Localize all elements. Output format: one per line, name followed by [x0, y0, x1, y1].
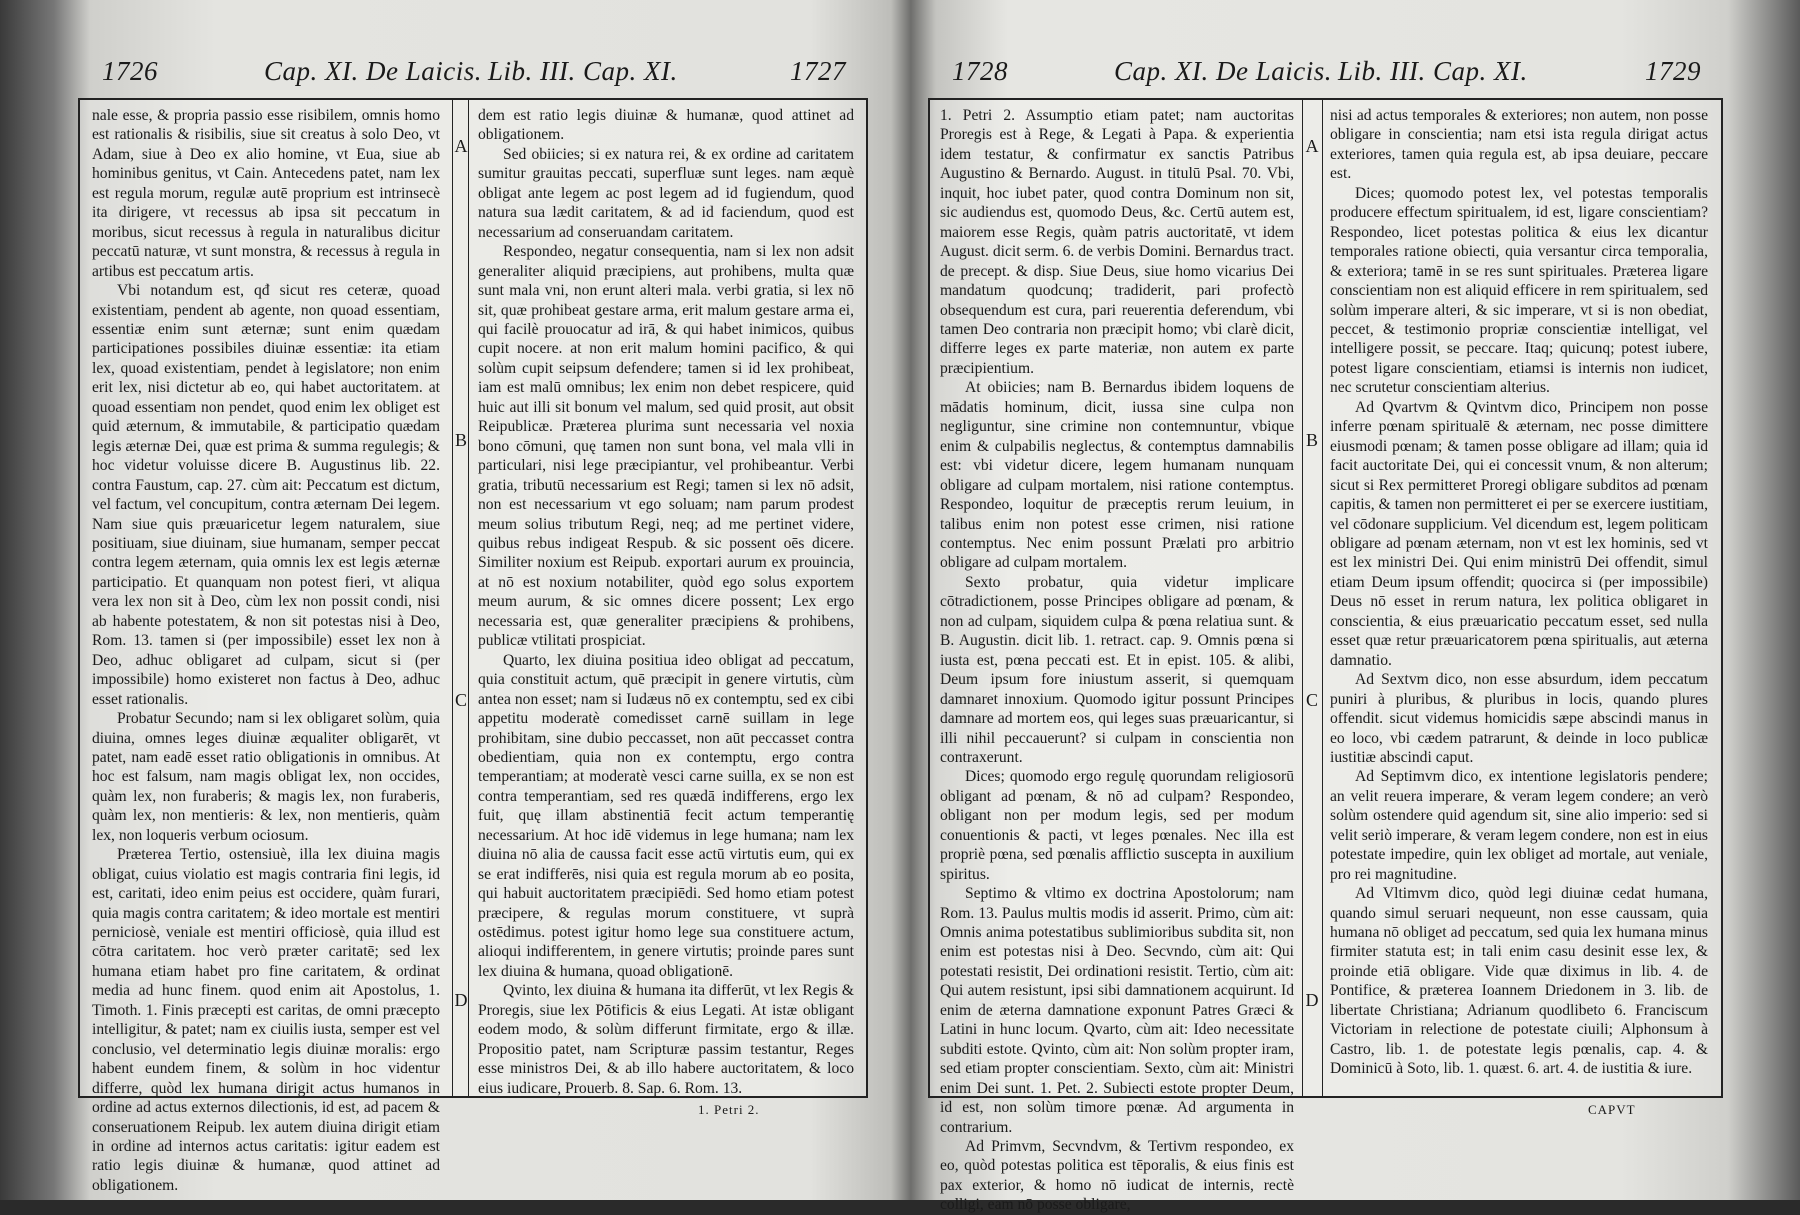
running-head	[928, 48, 1723, 98]
paragraph: Qvinto, lex diuina & humana ita differūt, vt lex Regis & Proregis, siue lex Pōtificis & eius Legati. At istæ obligant eodem modo, & solùm differunt firmitate, ergo & illæ. Propositio patet, nam Scripturæ passim testantur, Reges esse ministros Dei, & ab illo habere auctoritatem, & loco eius iudicare, Prouerb. 8. Sap. 6. Rom. 13.	[478, 982, 854, 1097]
left-page	[78, 48, 868, 1194]
catchword: CAPVT	[1588, 1102, 1636, 1117]
book-heading: Lib. III. Cap. XI.	[488, 56, 678, 86]
paragraph: Septimo & vltimo ex doctrina Apostolorum; nam Rom. 13. Paulus multis modis id asserit. Primo, cùm ait: Omnis anima potestatibus sublimioribus subdita sit, non enim est potestas nisi à Deo. Secvndo, cùm ait: Qui potestati resistit, Dei ordinationi resistit. Tertio, cùm ait: Qui autem resistunt, ipsi sibi damnationem acquirunt. Id enim de æterna damnatione exponunt Patres Græci & Latini in hunc locum. Qvarto, cùm ait: Ideo necessitate subditi estote. Qvinto, cùm ait: Non solùm propter iram, sed etiam propter conscientiam. Sexto, cùm ait: Ministri enim Dei sunt. 1. Pet. 2. Subiecti estote propter Deum, id est, non solùm timore pœnæ. Ad argumenta in contrarium.	[940, 885, 1294, 1136]
text-column-right	[478, 106, 854, 1097]
catchword: 1. Petri 2.	[698, 1102, 760, 1117]
paragraph: Ad Septimvm dico, ex intentione legislatoris pendere; an velit reuera imperare, & veram legem condere; an verò solùm ostendere quid agendum sit, sine alio imperio: sed si velit seriò imperare, & veram legem condere, non est in eius potestate impedire, quin lex obliget ad mortale, aut veniale, pro rei magnitudine.	[1330, 768, 1708, 883]
column-rule	[452, 100, 453, 1096]
paragraph: Præterea Tertio, ostensiuè, illa lex diuina magis obligat, cuius violatio est magis contraria fini legis, id est, caritati, ideo enim peius est occidere, quàm furari, quia magis contra caritatem; & ideo mortale est mentiri perniciosè, veniale est mentiri officiosè, quia illud est cōtra caritatem. hoc verò præter caritatē; sed lex humana etiam habet pro fine caritatem, & ordinat media ad hunc finem. quod enim ait Apostolus, 1. Timoth. 1. Finis præcepti est caritas, de omni præcepto intelligitur, & patet; nam ex ciuilis iusta, semper est vel conclusio, vel determinatio legis diuinæ moralis: ergo habent eundem finem, & solùm in hoc videntur differre, quòd lex humana dirigit actus humanos in ordine ad actus externos dilectionis, id est, ad pacem & conseruationem Reipub. lex autem diuina dirigit etiam in ordine ad internos actus caritatis: igitur eadem est ratio legis diuinæ & humanæ, quod attinet ad obligationem.	[92, 846, 440, 1194]
paragraph: nisi ad actus temporales & exteriores; non autem, non posse obligare in conscientia; nam etsi ista regula dirigat actus exteriores, tamen quia regula est, ab ipsa deuiare, peccare est.	[1330, 107, 1708, 183]
paragraph: Ad Qvartvm & Qvintvm dico, Principem non posse inferre pœnam spiritualē & æternam, nec posse dimittere eiusmodi pœnam; & tamen posse obligare ad illam; quia id facit auctoritate Dei, qui ei concessit vnum, & non alterum; sicut si Rex permitteret Proregi obligare subditos ad pœnam capitis, & tamen non permitteret ei per se exercere iustitiam, vel cōdonare supplicium. Vel dicendum est, legem politicam obligare ad pœnam æternam, non vt est lex hominis, sed vt est lex ministri Dei. Qui enim ministrū Dei offendit, simul etiam Deum ipsum offendit; quocirca si (per impossibile) Deus nō esset in rerum natura, lex politica obligaret in conscientia, & eius præuaricatio peccatum esset, sed nulla esset quæ retur præuaricatorem pœna spiritualis, aut æterna damnatio.	[1330, 398, 1708, 669]
margin-mark: B	[1305, 430, 1318, 450]
margin-mark: A	[1305, 136, 1319, 156]
running-head	[78, 48, 868, 98]
page-number: 1727	[790, 56, 846, 86]
paragraph: Ad Primvm, Secvndvm, & Tertivm respondeo, ex eo, quòd potestas politica est tēporalis, & eius finis est pax exterior, & homo nō iudicat de internis, rectè colligi, eam nō posse obligare,	[940, 1138, 1294, 1214]
margin-mark: C	[1305, 690, 1318, 710]
text-column-right	[1330, 106, 1708, 1090]
column-rule	[1302, 100, 1303, 1096]
paragraph: Ad Sextvm dico, non esse absurdum, idem peccatum puniri à pluribus, & pluribus in locis, quando plures offendit. sicut videmus homicidis sæpe abscindi manus in eo loco, vbi cædem patrarunt, & deinde in loco publicæ iustitiæ abscindi caput.	[1330, 671, 1708, 766]
text-column-left	[940, 106, 1294, 1214]
paragraph: At obiicies; nam B. Bernardus ibidem loquens de mādatis hominum, dicit, iussa sine culpa non negliguntur, sine crimine non contemnuntur, vbique enim & culpabilis neglectus, & contemptus damnabilis est: vbi videtur dicere, legem humanam nunquam obligare ad culpam mortalem, nisi ratione contemptus. Respondeo, loquitur de præceptis rerum leuium, in talibus enim non potest esse crimen, nisi ratione contemptus. Nec enim possunt Prælati pro arbitrio obligare ad culpam mortalem.	[940, 379, 1294, 572]
paragraph: Respondeo, negatur consequentia, nam si lex non adsit generaliter aliquid præcipiens, aut prohibens, multa quæ sunt mala vni, non erunt alteri mala. verbi gratia, si lex nō sit, quæ prohibeat gestare arma, erit malum gestare arma ei, qui facilè prouocatur ad irā, & qui habet inimicos, quibus cupit nocere. at non erit malum homini pacifico, & qui solùm cupit seipsum defendere; tamen si id lex prohibeat, iam est malū omnibus; lex enim non debet respicere, quid huic aut illi sit bonum vel malum, sed quid prosit, aut obsit Reipublicæ. Præterea plurima sunt necessaria vel noxia bono cōmuni, quę tamen non sunt bona, vel mala vlli in particulari, nisi lege præcipiantur, vel prohibeantur. Verbi gratia, tributū necessarium est Regi; tamen si lex nō adsit, non est necessarium vt ego soluam; nam parum prodest meum solius tributum Regi, neq; ad me pertinet videre, quibus rebus indigeat Respub. & sic possent oēs dicere. Similiter noxium est Reipub. exportari aurum ex prouincia, at nō est noxium notabiliter, quòd ego solus exportem meum aurum, & sic omnes dicere possent; Lex ergo necessaria est, quæ generaliter præcipiens & prohibens, publicæ vtilitati prospiciat.	[478, 243, 854, 650]
paragraph: dem est ratio legis diuinæ & humanæ, quod attinet ad obligationem.	[478, 107, 854, 144]
chapter-heading: Cap. XI. De Laicis.	[1114, 56, 1332, 86]
page-number: 1726	[102, 56, 158, 86]
page-number: 1728	[952, 56, 1008, 86]
paragraph: Sexto probatur, quia videtur implicare cōtradictionem, posse Principes obligare ad pœnam, & non ad culpam, siquidem culpa & pœna relatiua sunt. & B. Augustin. dicit lib. 1. retract. cap. 9. Omnis pœna si iusta est, pœna peccati est. Et in epist. 105. & alibi, Deum ipsum fore iniustum asserit, si quemquam damnaret innoxium. Quomodo igitur possunt Principes damnare ad mortem eos, qui leges suas præuaricantur, si illi nihil peccauerunt? si culpam in conscientia non contraxerunt.	[940, 573, 1294, 766]
paragraph: Ad Vltimvm dico, quòd legi diuinæ cedat humana, quando simul seruari nequeunt, non esse caussam, quia humana nō obliget ad peccatum, sed quia lex humana minus firmiter statuta est; in tali enim casu desinit esse lex, & proinde etiā obligare. Vide quæ diximus in lib. 4. de Pontifice, & præterea Ioannem Driedonem in 3. lib. de libertate Christiana; Adrianum quodlibeto 6. Franciscum Victoriam in relectione de potestate ciuili; Alphonsum à Castro, lib. 1. de potestate legis pœnalis, cap. 4. & Dominicū à Soto, lib. 1. quæst. 6. art. 4. de iustitia & iure.	[1330, 885, 1708, 1078]
paragraph: nale esse, & propria passio esse risibilem, omnis homo est rationalis & risibilis, siue sit creatus à solo Deo, vt Adam, siue à Deo ex alio homine, vt Eua, siue ab hominibus genitus, vt Cain. Antecedens patet, nam lex est regula morum, regulæ autē proprium est intrinsecè ita dirigere, vt recessus ab ipsa sit peccatum in moribus, sicut recessus à regula in naturalibus dicitur peccatū naturæ, vt sunt monstra, & recessus à regula in artibus est peccatum artis.	[92, 107, 440, 280]
column-rule	[1322, 100, 1323, 1096]
paragraph: Quarto, lex diuina positiua ideo obligat ad peccatum, quia constituit actum, quē præcipit in genere virtutis, cùm antea non esset; nam si Iudæus nō ex contemptu, sed ex cibi appetitu moderatè comedisset carnē suillam in lege prohibitam, sine dubio peccasset, non aūt peccasset contra obedientiam, quia non ex contemptu, ergo contra temperantiam; at moderatè vesci carne suilla, ex se non est contra temperantiam, sed res quædā indifferens, ergo lex fuit, quę illam abstinentiā fecit actum temperantię necessarium. At hoc idē videmus in lege humana; nam lex diuina nō alia de caussa facit esse actū virtutis eum, qui ex se erat indifferēs, nisi quia est regula morum ab eo posita, qui habuit auctoritatem præcipiēdi. Sed homo etiam potest præcipere, & regulas morum constituere, vt suprà ostēdimus. potest igitur homo lege sua constituere actum, alioqui indifferentem, in genere virtutis; proinde pares sunt lex diuina & humana, quoad obligationē.	[478, 651, 854, 980]
paragraph: Probatur Secundo; nam si lex obligaret solùm, quia diuina, omnes leges diuinæ æqualiter obligarēt, vt patet, nam eadē esset ratio obligationis in omnibus. At hoc est falsum, nam magis obligat lex, non occides, quàm lex, non furaberis; & magis lex, non furaberis, quàm lex, non mentieris: & lex, non mentieris, quàm lex, non loqueris verbum ociosum.	[92, 710, 440, 844]
paragraph: Vbi notandum est, qđ sicut res ceteræ, quoad existentiam, pendent ab agente, non quoad essentiam, essentiæ enim sunt æternæ; sunt enim quædam participationes possibiles diuinæ essentiæ: ita etiam lex, quoad existentiam, pendet à legislatore; non enim erit lex, nisi dictetur ab eo, qui habet auctoritatem. at quoad essentiam non pendet, quod enim lex obliget est quid æternum, & immutabile, & participatio quædam legis æternæ Dei, quæ est prima & summa regulegis; & hoc videtur voluisse dicere B. Augustinus lib. 22. contra Faustum, cap. 27. cùm ait: Peccatum est dictum, vel factum, vel concupitum, contra æternam Dei legem. Nam siue quis præuaricetur legem naturalem, siue positiuam, siue diuinam, siue humanam, semper peccat contra legem æternam, quia omnis lex est legis æternæ participatio. Et quanquam non potest fieri, vt aliqua vera lex non sit à Deo, cùm lex non possit condi, nisi ab habente potestatem, & non sit potestas nisi à Deo, Rom. 13. tamen si (per impossibile) esset lex non à Deo, adhuc obligaret ad culpam, sicut si (per impossibile) homo existeret non factus à Deo, adhuc esset rationalis.	[92, 282, 440, 708]
margin-mark: C	[454, 690, 467, 710]
paragraph: Sed obiicies; si ex natura rei, & ex ordine ad caritatem sumitur grauitas peccati, superfluæ sunt leges. nam æquè obligat ante legem ac post legem ad id fugiendum, quod natura sua lædit caritatem, & ad id faciendum, quod est necessarium ad conseruandam caritatem.	[478, 145, 854, 241]
right-page	[928, 48, 1723, 1214]
paragraph: Dices; quomodo potest lex, vel potestas temporalis producere effectum spiritualem, id est, ligare conscientiam? Respondeo, licet potestas politica & eius lex dicantur temporales ratione obiecti, quia versantur circa temporalia, & exteriora; tamē in se res sunt spirituales. Præterea ligare conscientiam non est aliquid efficere in rem spiritualem, sed solùm imperare alteri, & sic imperare, vt si is non obediat, peccet, & testimonio propriæ conscientiæ intelligat, vel intelligere possit, se peccare. Itaq; quicunq; potest iubere, potest ligare conscientiam, etiamsi is internis non iudicet, nec scrutetur conscientiam alterius.	[1330, 184, 1708, 397]
page-number: 1729	[1645, 56, 1701, 86]
paragraph: Dices; quomodo ergo regulę quorundam religiosorū obligant ad pœnam, & nō ad culpam? Respondeo, obligant non per modum legis, sed per modum conuentionis & pacti, vt leges pœnales. Nec illa est propriè pœna, sed pœnalis afflictio suscepta in auxilium spiritus.	[940, 768, 1294, 883]
book-heading: Lib. III. Cap. XI.	[1338, 56, 1528, 86]
column-rule	[468, 100, 469, 1096]
margin-mark: B	[454, 430, 467, 450]
margin-mark: A	[454, 136, 468, 156]
margin-mark: D	[454, 990, 468, 1010]
text-column-left	[92, 106, 440, 1194]
chapter-heading: Cap. XI. De Laicis.	[264, 56, 482, 86]
margin-mark: D	[1305, 990, 1319, 1010]
paragraph: 1. Petri 2. Assumptio etiam patet; nam auctoritas Proregis est à Rege, & Legati à Papa. & experientia idem testatur, & confirmatur ex sanctis Patribus Augustino & Bernardo. August. in titulū Psal. 70. Vbi, inquit, hoc iubet pater, quod contra Dominum non sit, sic audiendus est, quomodo Deus, &c. Certū autem est, maiorem esse Regis, quàm patris auctoritatē, vt idem August. dicit serm. 6. de verbis Domini. Bernardus tract. de precept. & disp. Siue Deus, siue homo vicarius Dei mandatum quodcunq; tradiderit, pari profectò obsequendum est cura, pari reuerentia deferendum, vbi tamen Deo contraria non præcipit homo; vbi clarè dicit, differre leges ex parte materiæ, non autem ex parte præcipientium.	[940, 107, 1294, 377]
